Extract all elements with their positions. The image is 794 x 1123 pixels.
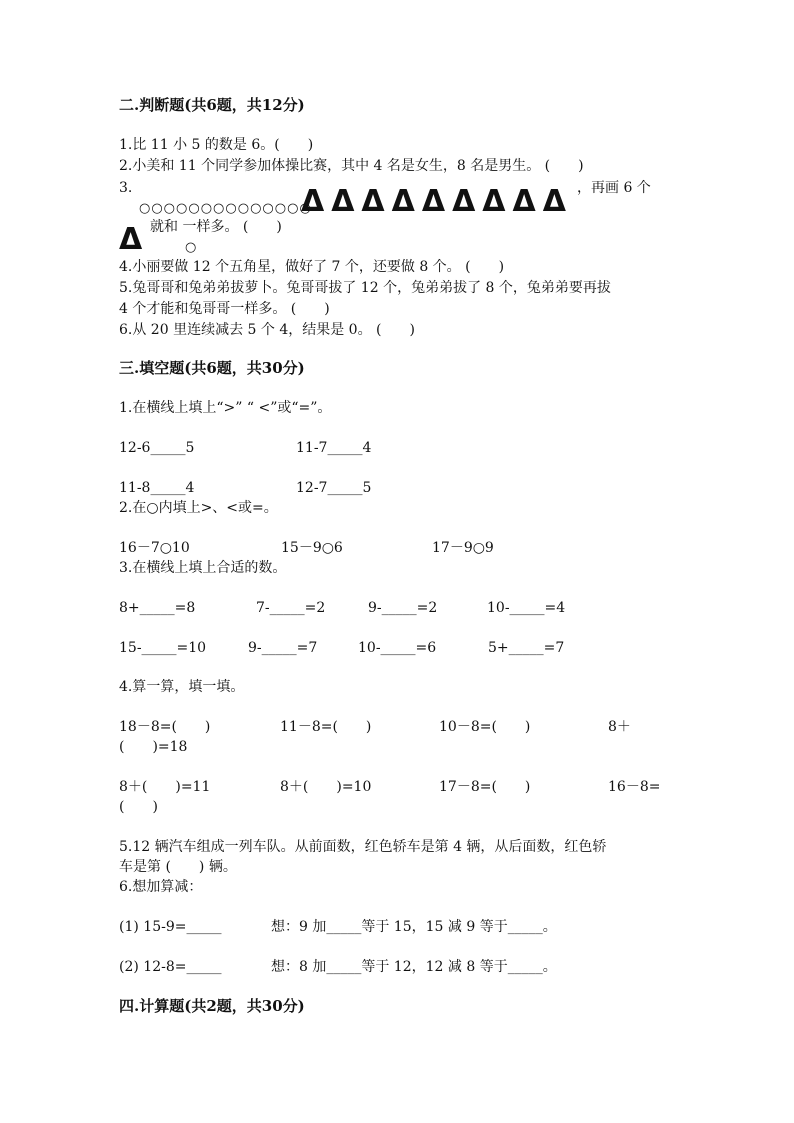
fill-q3-item: 5+_____=7 xyxy=(488,640,565,656)
fill-q4-item-wrap: ( )=18 xyxy=(119,739,188,755)
fill-question-5-line2: 车是第 ( ) 辆。 xyxy=(119,859,237,875)
judge-question-5-line1: 5.兔哥哥和兔弟弟拔萝卜。兔哥哥拔了 12 个，兔弟弟拔了 8 个，兔弟弟要再拔 xyxy=(119,280,611,296)
judge-question-4: 4.小丽要做 12 个五角星，做好了 7 个，还要做 8 个。 ( ) xyxy=(119,259,505,275)
circle-single-icon: ○ xyxy=(185,240,197,255)
fill-q1-item: 11-7_____4 xyxy=(296,440,372,456)
fill-q4-item: 8＋ xyxy=(608,719,631,735)
fill-q3-item: 9-_____=7 xyxy=(248,640,318,656)
fill-q4-item-wrap: ( ) xyxy=(119,799,158,815)
triangle-row-icons: ΔΔΔΔΔΔΔΔΔ xyxy=(301,184,573,219)
fill-q4-item: 8＋( )=10 xyxy=(280,779,372,795)
fill-q6-hint: 想：8 加_____等于 12，12 减 8 等于_____。 xyxy=(271,959,557,975)
fill-q3-item: 9-_____=2 xyxy=(368,600,438,616)
fill-q6-item: (1) 15-9=_____ xyxy=(119,919,222,935)
fill-q1-item: 12-6_____5 xyxy=(119,440,195,456)
section-title-judge: 二.判断题(共6题，共12分) xyxy=(119,96,305,114)
triangle-single-icon: Δ xyxy=(119,222,143,257)
fill-question-1: 1.在横线上填上“>” “ <”或“=”。 xyxy=(119,400,332,416)
judge-question-3-line2: 就和 一样多。 ( ) xyxy=(150,219,282,235)
section-title-fill: 三.填空题(共6题，共30分) xyxy=(119,359,305,377)
fill-question-4: 4.算一算，填一填。 xyxy=(119,679,245,695)
fill-question-3: 3.在横线上填上合适的数。 xyxy=(119,560,287,576)
fill-q2-item: 16－7○10 xyxy=(119,540,190,556)
fill-q2-item: 15－9○6 xyxy=(281,540,343,556)
fill-q4-item: 8＋( )=11 xyxy=(119,779,211,795)
judge-question-5-line2: 4 个才能和兔哥哥一样多。 ( ) xyxy=(119,301,330,317)
judge-question-2: 2.小美和 11 个同学参加体操比赛，其中 4 名是女生，8 名是男生。 ( ) xyxy=(119,158,584,174)
fill-q4-item: 11－8=( ) xyxy=(280,719,372,735)
fill-q2-item: 17－9○9 xyxy=(432,540,494,556)
fill-q4-item: 10－8=( ) xyxy=(439,719,531,735)
judge-question-6: 6.从 20 里连续减去 5 个 4，结果是 0。 ( ) xyxy=(119,322,415,338)
fill-q4-item: 17－8=( ) xyxy=(439,779,531,795)
fill-q4-item: 18－8=( ) xyxy=(119,719,211,735)
judge-question-3-tail: ，再画 6 个 xyxy=(577,180,651,196)
fill-q3-item: 10-_____=4 xyxy=(487,600,566,616)
fill-question-6: 6.想加算减： xyxy=(119,879,203,895)
fill-q3-item: 7-_____=2 xyxy=(256,600,326,616)
section-title-calc: 四.计算题(共2题，共30分) xyxy=(119,997,305,1015)
fill-question-2: 2.在○内填上>、<或=。 xyxy=(119,500,278,516)
fill-question-5-line1: 5.12 辆汽车组成一列车队。从前面数，红色轿车是第 4 辆，从后面数，红色轿 xyxy=(119,839,607,855)
fill-q4-item: 16－8= xyxy=(608,779,661,795)
fill-q1-item: 11-8_____4 xyxy=(119,480,195,496)
fill-q1-item: 12-7_____5 xyxy=(296,480,372,496)
fill-q6-item: (2) 12-8=_____ xyxy=(119,959,222,975)
circle-row-icons: ○○○○○○○○○○○○○○ xyxy=(139,201,312,216)
fill-q3-item: 10-_____=6 xyxy=(358,640,437,656)
fill-q3-item: 8+_____=8 xyxy=(119,600,196,616)
judge-question-1: 1.比 11 小 5 的数是 6。( ) xyxy=(119,137,314,153)
judge-question-3-number: 3. xyxy=(119,180,133,196)
fill-q3-item: 15-_____=10 xyxy=(119,640,207,656)
fill-q6-hint: 想：9 加_____等于 15，15 减 9 等于_____。 xyxy=(271,919,557,935)
